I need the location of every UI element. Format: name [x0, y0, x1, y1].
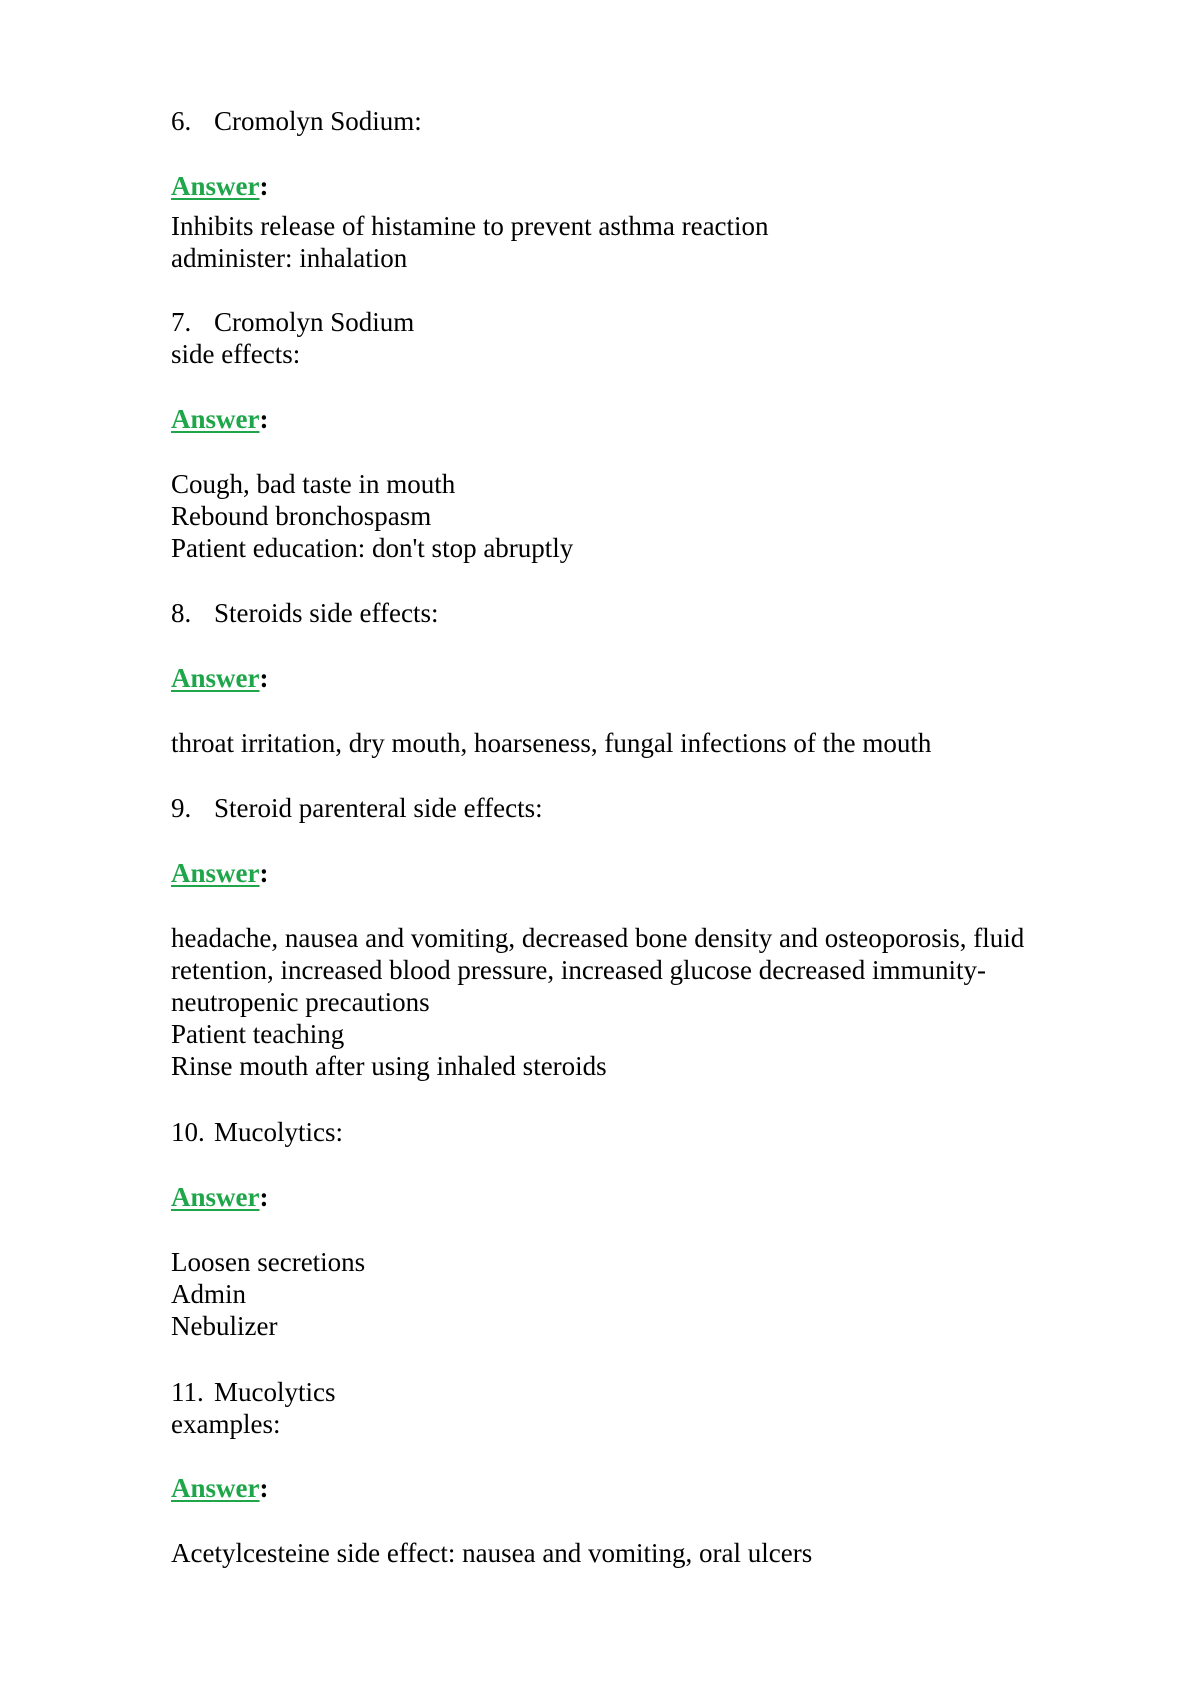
question-9-answer-line-5: Rinse mouth after using inhaled steroids — [171, 1051, 607, 1081]
question-9-number: 9. — [171, 793, 192, 823]
question-11-answer-label — [171, 1472, 269, 1504]
answer-word: Answer — [171, 858, 260, 888]
question-9-answer-label — [171, 857, 269, 889]
question-7-answer-label — [171, 403, 269, 435]
question-9-answer-line-4: Patient teaching — [171, 1019, 345, 1049]
answer-word: Answer — [171, 404, 260, 434]
question-9-line-1 — [171, 792, 543, 824]
question-8-answer-line-1: throat irritation, dry mouth, hoarseness, fungal infections of the mouth — [171, 728, 932, 758]
question-6-line-1 — [171, 105, 422, 137]
question-7-answer-line-1: Cough, bad taste in mouth — [171, 469, 456, 499]
question-7-text: Cromolyn Sodium — [214, 307, 415, 337]
question-7-answer-line-3: Patient education: don't stop abruptly — [171, 533, 574, 563]
question-6-answer-line-1: Inhibits release of histamine to prevent asthma reaction — [171, 211, 769, 241]
answer-word: Answer — [171, 1182, 260, 1212]
question-7-answer-line-2: Rebound bronchospasm — [171, 501, 432, 531]
question-8-answer-label — [171, 662, 269, 694]
question-9-answer-line-2: retention, increased blood pressure, increased glucose decreased immunity- — [171, 955, 986, 985]
question-6-answer-label — [171, 170, 269, 202]
question-11-line-2: examples: — [171, 1409, 281, 1439]
question-10-line-1 — [171, 1116, 343, 1148]
question-8-text: Steroids side effects: — [214, 598, 439, 628]
question-8-line-1 — [171, 597, 438, 629]
question-11-number: 11. — [171, 1377, 204, 1407]
answer-colon: : — [259, 1473, 269, 1503]
answer-colon: : — [259, 171, 269, 201]
question-10-text: Mucolytics: — [214, 1117, 343, 1147]
answer-colon: : — [259, 858, 269, 888]
answer-colon: : — [259, 663, 269, 693]
question-7-number: 7. — [171, 307, 192, 337]
question-10-number: 10. — [171, 1117, 205, 1147]
question-8-number: 8. — [171, 598, 192, 628]
answer-colon: : — [259, 404, 269, 434]
question-6-number: 6. — [171, 106, 192, 136]
question-6-answer-line-2: administer: inhalation — [171, 243, 408, 273]
question-9-answer-line-3: neutropenic precautions — [171, 987, 430, 1017]
question-11-answer-line-1: Acetylcesteine side effect: nausea and vomiting, oral ulcers — [171, 1538, 813, 1568]
question-9-text: Steroid parenteral side effects: — [214, 793, 543, 823]
question-10-answer-line-3: Nebulizer — [171, 1311, 278, 1341]
answer-word: Answer — [171, 1473, 260, 1503]
answer-word: Answer — [171, 171, 260, 201]
question-11-text: Mucolytics — [214, 1377, 336, 1407]
answer-colon: : — [259, 1182, 269, 1212]
answer-word: Answer — [171, 663, 260, 693]
question-9-answer-line-1: headache, nausea and vomiting, decreased bone density and osteoporosis, fluid — [171, 923, 1025, 953]
question-10-answer-label — [171, 1181, 269, 1213]
question-10-answer-line-2: Admin — [171, 1279, 247, 1309]
question-10-answer-line-1: Loosen secretions — [171, 1247, 366, 1277]
question-6-text: Cromolyn Sodium: — [214, 106, 422, 136]
question-7-line-1 — [171, 306, 414, 338]
question-11-line-1 — [171, 1376, 336, 1408]
question-7-line-2: side effects: — [171, 339, 301, 369]
